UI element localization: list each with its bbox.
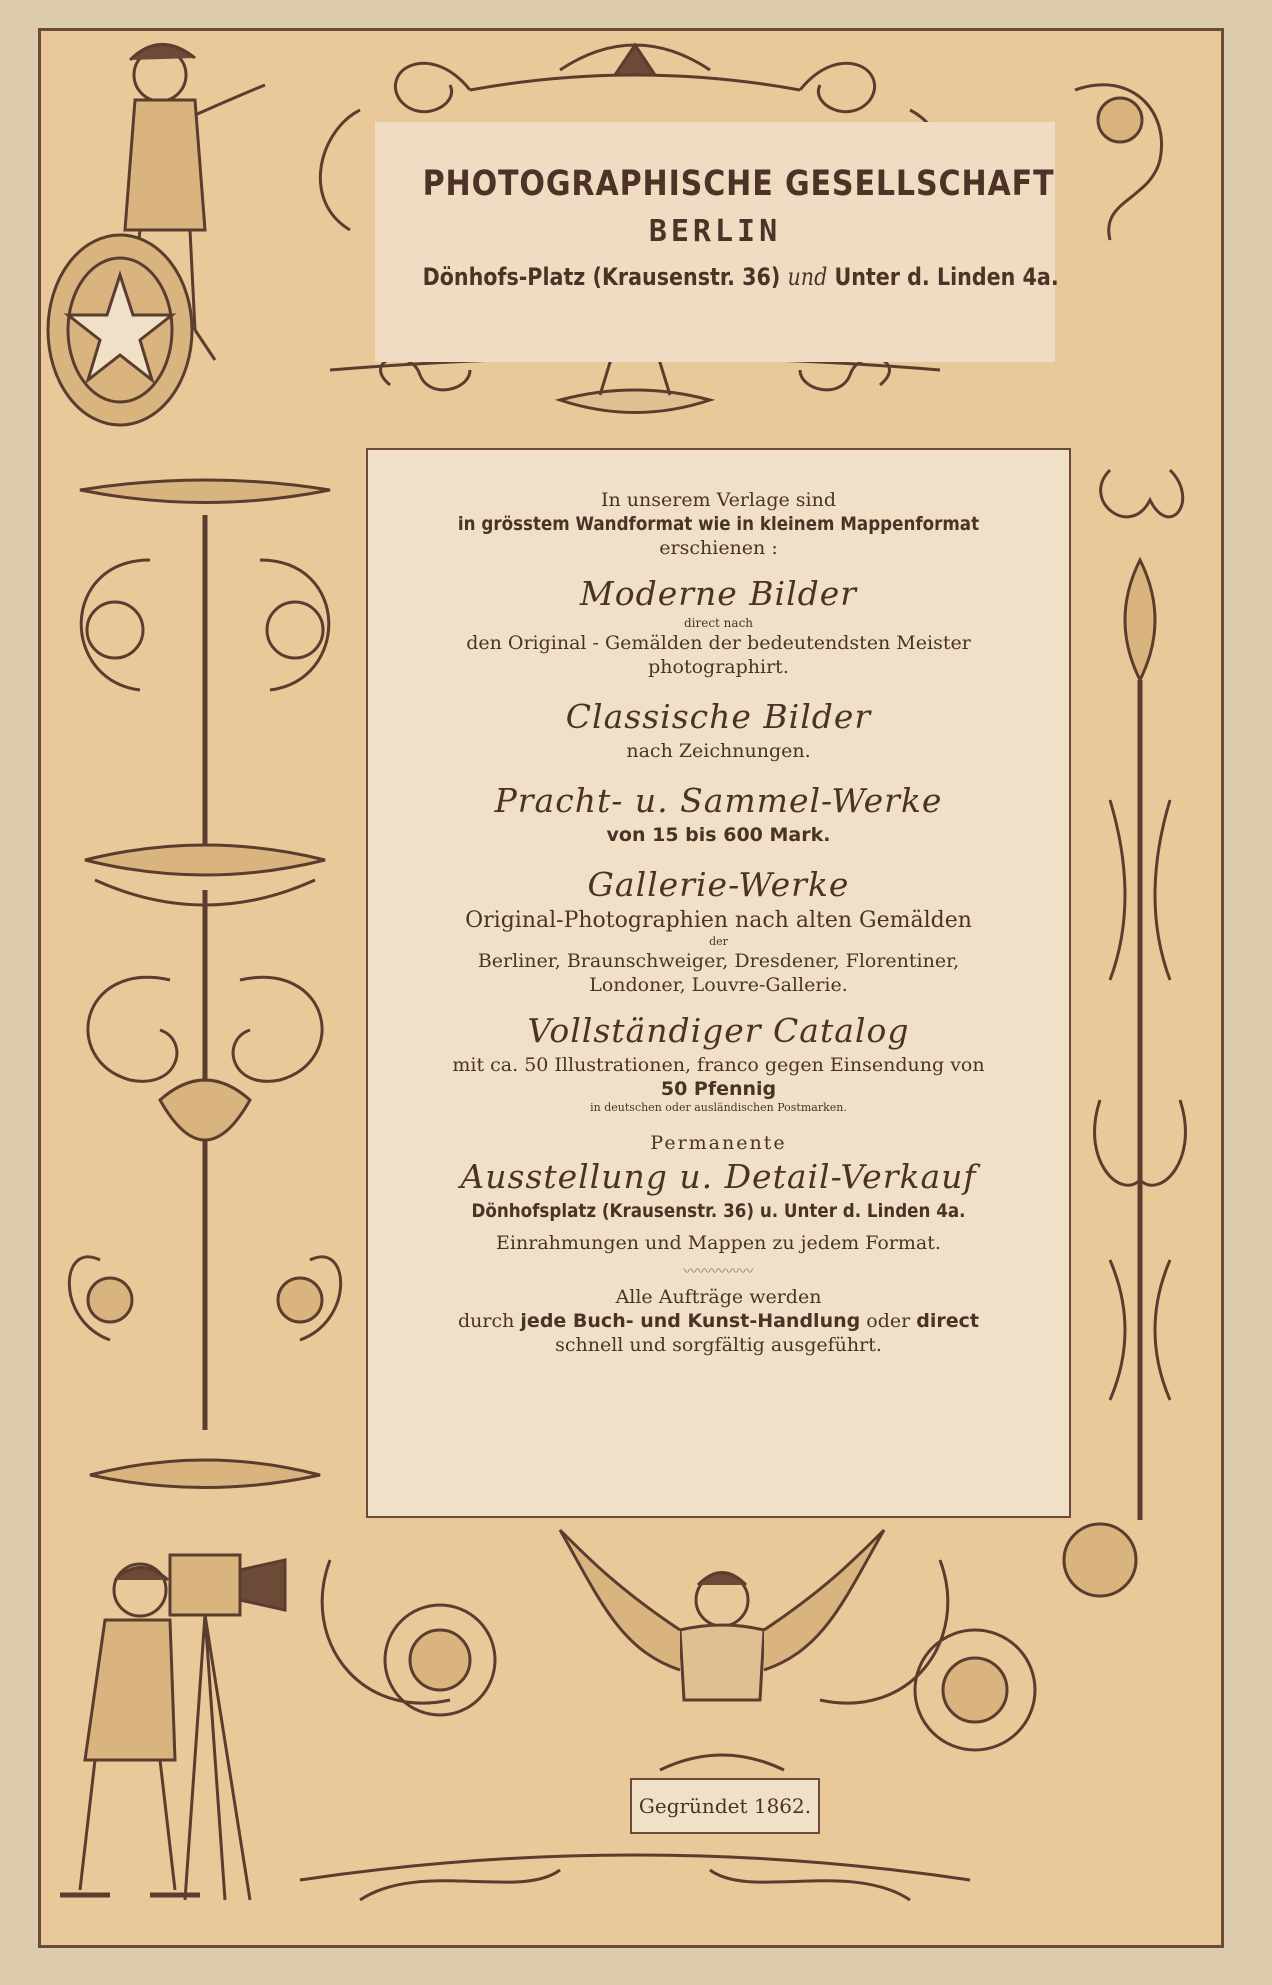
section-title-pracht: Pracht- u. Sammel-Werke: [494, 781, 943, 820]
section-title-catalog: Vollständiger Catalog: [527, 1011, 910, 1050]
gallerie-line-3: Berliner, Braunschweiger, Dresdener, Florentiner,: [477, 950, 960, 972]
section-title-classische: Classische Bilder: [565, 697, 872, 736]
intro-line-2: in grösstem Wandformat wie in kleinem Mappenformat: [457, 513, 980, 535]
auftraege-oder: oder: [866, 1310, 911, 1332]
gallerie-line-4: Londoner, Louvre-Gallerie.: [589, 974, 848, 996]
catalog-line-3: in deutschen oder ausländischen Postmarken.: [590, 1101, 847, 1114]
section-title-gallerie: Gallerie-Werke: [587, 865, 850, 904]
ausstellung-pre: Permanente: [650, 1132, 787, 1154]
company-address: [422, 263, 1059, 291]
left-candelabra-ornament: [69, 480, 340, 1488]
moderne-line-2: den Original - Gemälden der bedeutendsten Meister: [466, 632, 971, 654]
auftraege-handlung: jede Buch- und Kunst-Handlung: [520, 1310, 861, 1332]
auftraege-line-1: Alle Aufträge werden: [615, 1286, 822, 1308]
section-title-ausstellung: Ausstellung u. Detail-Verkauf: [460, 1157, 977, 1196]
classische-line-1: nach Zeichnungen.: [626, 740, 811, 762]
section-title-moderne: Moderne Bilder: [579, 574, 858, 613]
wave-divider: 〰〰〰〰〰: [683, 1264, 754, 1280]
founded-plaque: Gegründet 1862.: [630, 1778, 820, 1834]
header-panel: [375, 122, 1059, 362]
address-und: und: [787, 263, 828, 291]
auftraege-durch: durch: [458, 1310, 515, 1332]
company-name: PHOTOGRAPHISCHE GESELLSCHAFT: [422, 164, 1055, 204]
gallerie-line-2: der: [709, 935, 728, 948]
address-part-1: Dönhofs-Platz (Krausenstr. 36): [422, 263, 781, 291]
address-part-2: Unter d. Linden 4a.: [834, 263, 1059, 291]
gallerie-line-1: Original-Photographien nach alten Gemälden: [465, 908, 972, 933]
auftraege-direct: direct: [916, 1310, 979, 1332]
moderne-line-3: photographirt.: [648, 656, 789, 678]
auftraege-line-2: [368, 1309, 1069, 1333]
moderne-line-1: direct nach: [683, 616, 754, 630]
catalog-line-1: mit ca. 50 Illustrationen, franco gegen Einsendung von: [452, 1054, 985, 1076]
company-city: BERLIN: [648, 214, 782, 249]
catalog-line-2: 50 Pfennig: [660, 1078, 777, 1100]
herald-figure-illustration: [48, 44, 265, 425]
right-column-ornament: [1064, 85, 1185, 1596]
ausstellung-line-2: Einrahmungen und Mappen zu jedem Format.: [496, 1232, 941, 1254]
bottom-scroll-ornament: [300, 1560, 1035, 1900]
ausstellung-line-1: Dönhofsplatz (Krausenstr. 36) u. Unter d. Linden 4a.: [471, 1200, 966, 1222]
pracht-line-1: von 15 bis 600 Mark.: [606, 824, 831, 846]
intro-line-1: In unserem Verlage sind: [600, 489, 836, 511]
angel-figure-illustration: [560, 1530, 884, 1770]
intro-line-3: erschienen :: [659, 537, 778, 559]
content-panel: [366, 448, 1071, 1518]
photographer-figure-illustration: [60, 1555, 285, 1900]
auftraege-line-3: schnell und sorgfältig ausgeführt.: [555, 1334, 882, 1356]
